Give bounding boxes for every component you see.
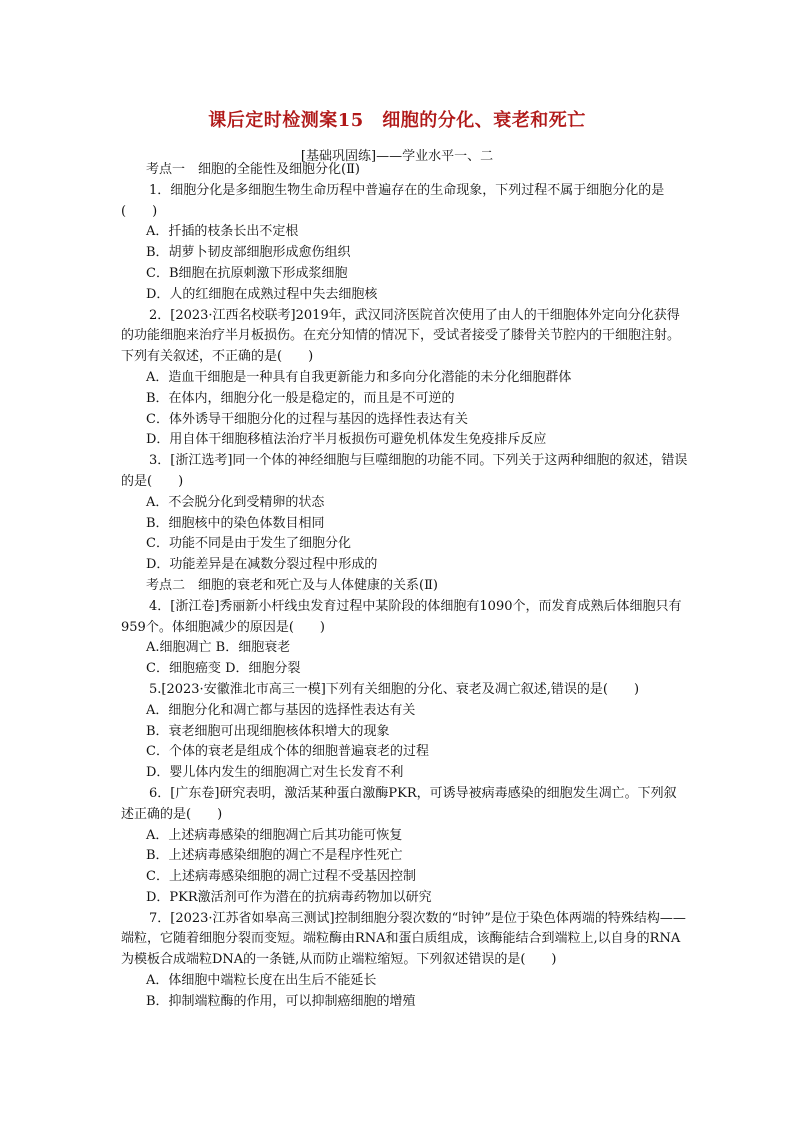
- question-7: [121, 909, 689, 1013]
- option-c: C．上述病毒感染细胞的凋亡过程不受基因控制: [146, 869, 416, 885]
- page-title: 课后定时检测案15 细胞的分化、衰老和死亡: [208, 110, 586, 131]
- option-d: D．功能差异是在减数分裂过程中形成的: [146, 557, 378, 573]
- question-stem: 6．[广东卷]研究表明，激活某种蛋白激酶PKR，可诱导被病毒感染的细胞发生凋亡。下列叙述正确的是( ): [121, 785, 677, 822]
- option-cd: C．细胞癌变 D．细胞分裂: [146, 661, 301, 677]
- question-stem: 7．[2023·江苏省如皋高三测试]控制细胞分裂次数的“时钟”是位于染色体两端的特殊结构——端粒，它随着细胞分裂而变短。端粒酶由RNA和蛋白质组成，该酶能结合到端粒上,以自身的RNA为模板合成端粒DNA的一条链,从而防止端粒缩短。下列叙述错误的是( ): [121, 910, 686, 968]
- option-d: D．用自体干细胞移植法治疗半月板损伤可避免机体发生免疫排斥反应: [146, 432, 547, 448]
- option-ab: A.细胞凋亡 B．细胞衰老: [146, 640, 291, 656]
- question-1: [121, 181, 689, 306]
- option-a: A．造血干细胞是一种具有自我更新能力和多向分化潜能的未分化细胞群体: [146, 369, 572, 385]
- question-stem: 4．[浙江卷]秀丽新小杆线虫发育过程中某阶段的体细胞有1090个，而发育成熟后体细胞只有959个。体细胞减少的原因是( ): [121, 598, 682, 635]
- option-b: B．胡萝卜韧皮部细胞形成愈伤组织: [146, 245, 351, 261]
- question-stem: 2．[2023·江西名校联考]2019年，武汉同济医院首次使用了由人的干细胞体外定向分化获得的功能细胞来治疗半月板损伤。在充分知情的情况下，受试者接受了膝骨关节腔内的干细胞注射。下列有关叙述，不正确的是( ): [121, 307, 681, 365]
- question-6: [121, 784, 689, 909]
- question-4: [121, 597, 689, 680]
- option-a: A．扦插的枝条长出不定根: [146, 224, 299, 240]
- option-b: B．细胞核中的染色体数目相同: [146, 515, 325, 531]
- section-heading: 考点二 细胞的衰老和死亡及与人体健康的关系(Ⅱ): [146, 577, 438, 593]
- option-c: C．功能不同是由于发生了细胞分化: [146, 536, 351, 552]
- question-5: [121, 680, 689, 784]
- option-b: B．抑制端粒酶的作用，可以抑制癌细胞的增殖: [146, 993, 416, 1009]
- option-a: A．不会脱分化到受精卵的状态: [146, 494, 325, 510]
- document-body: [121, 160, 689, 1013]
- option-d: D．PKR激活剂可作为潜在的抗病毒药物加以研究: [146, 889, 432, 905]
- option-c: C．B细胞在抗原刺激下形成浆细胞: [146, 265, 348, 281]
- question-stem: 3．[浙江选考]同一个体的神经细胞与巨噬细胞的功能不同。下列关于这两种细胞的叙述，错误的是( ): [121, 453, 688, 489]
- section-heading: 考点一 细胞的全能性及细胞分化(Ⅱ): [146, 162, 360, 177]
- option-b: B．在体内，细胞分化一般是稳定的，而且是不可逆的: [146, 390, 455, 406]
- question-3: [121, 451, 689, 576]
- question-stem: 1．细胞分化是多细胞生物生命历程中普遍存在的生命现象，下列过程不属于细胞分化的是( ): [121, 182, 665, 219]
- option-a: A．上述病毒感染的细胞凋亡后其功能可恢复: [146, 827, 403, 843]
- question-stem: 5.[2023·安徽淮北市高三一模]下列有关细胞的分化、衰老及凋亡叙述,错误的是( ): [149, 681, 640, 697]
- option-d: D．人的红细胞在成熟过程中失去细胞核: [146, 286, 378, 302]
- option-a: A．体细胞中端粒长度在出生后不能延长: [146, 973, 377, 989]
- option-c: C．个体的衰老是组成个体的细胞普遍衰老的过程: [146, 744, 429, 760]
- option-d: D．婴儿体内发生的细胞凋亡对生长发育不利: [146, 765, 404, 781]
- option-c: C．体外诱导干细胞分化的过程与基因的选择性表达有关: [146, 411, 468, 427]
- question-2: [121, 306, 689, 452]
- option-b: B．上述病毒感染细胞的凋亡不是程序性死亡: [146, 848, 403, 864]
- page-subtitle: [基础巩固练]——学业水平一、二: [300, 149, 494, 164]
- option-a: A．细胞分化和凋亡都与基因的选择性表达有关: [146, 702, 416, 718]
- option-b: B．衰老细胞可出现细胞核体积增大的现象: [146, 723, 390, 739]
